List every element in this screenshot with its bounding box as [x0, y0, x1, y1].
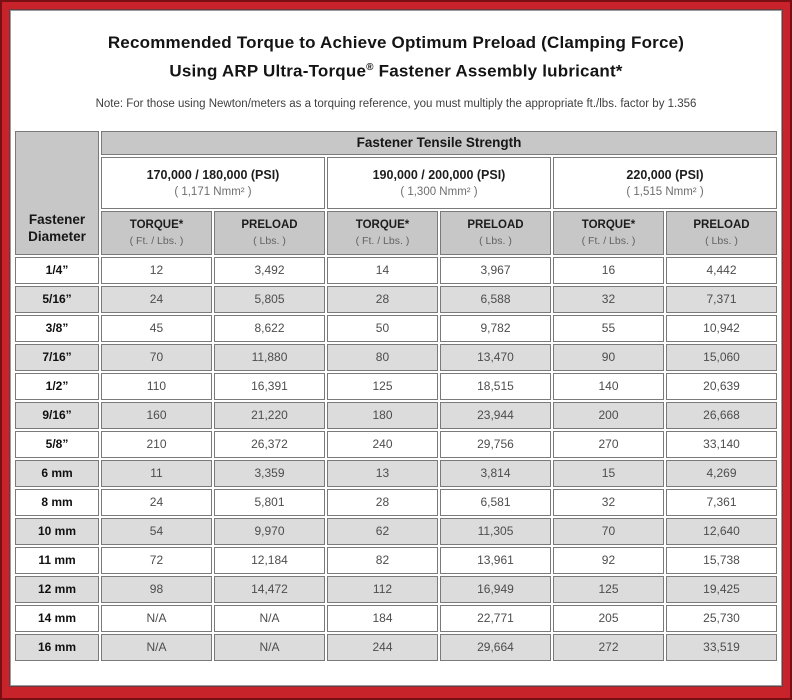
- torque-preload-table: [13, 129, 779, 663]
- torque-unit: ( Ft. / Lbs. ): [129, 234, 184, 247]
- cell-preload: 26,668: [666, 402, 777, 429]
- cell-torque: 125: [327, 373, 438, 400]
- preload-unit: ( Lbs. ): [705, 234, 738, 247]
- subheader-preload-3: [666, 211, 777, 255]
- cell-torque: 205: [553, 605, 664, 632]
- psi-value: 220,000 (PSI): [626, 167, 704, 182]
- nmm-value: ( 1,171 Nmm² ): [174, 185, 252, 198]
- cell-preload: 20,639: [666, 373, 777, 400]
- torque-unit: ( Ft. / Lbs. ): [355, 234, 410, 247]
- torque-label: TORQUE*: [581, 218, 636, 231]
- preload-unit: ( Lbs. ): [253, 234, 286, 247]
- cell-torque: 13: [327, 460, 438, 487]
- torque-label: TORQUE*: [355, 218, 410, 231]
- row-header-diameter: 16 mm: [15, 634, 99, 661]
- cell-preload: 9,970: [214, 518, 325, 545]
- title-line-2: Using ARP Ultra-Torque: [169, 61, 367, 81]
- psi-header-row: [15, 157, 777, 209]
- row-header-diameter: 5/8”: [15, 431, 99, 458]
- cell-preload: 11,880: [214, 344, 325, 371]
- cell-preload: N/A: [214, 634, 325, 661]
- registered-trademark-symbol: ®: [366, 62, 374, 73]
- psi-value: 170,000 / 180,000 (PSI): [146, 167, 280, 182]
- row-header-diameter: 1/4”: [15, 257, 99, 284]
- table-row: [15, 576, 777, 603]
- cell-preload: 3,359: [214, 460, 325, 487]
- row-header-diameter: 8 mm: [15, 489, 99, 516]
- table-row: [15, 257, 777, 284]
- title-line-2-end: Fastener Assembly lubricant*: [373, 61, 623, 81]
- corner-header-fastener-diameter: Fastener Diameter: [15, 131, 99, 255]
- cell-torque: 70: [553, 518, 664, 545]
- document-content: [10, 10, 782, 686]
- cell-torque: 240: [327, 431, 438, 458]
- cell-torque: 125: [553, 576, 664, 603]
- cell-torque: 200: [553, 402, 664, 429]
- table-row: [15, 634, 777, 661]
- cell-preload: 29,664: [440, 634, 551, 661]
- cell-torque: 55: [553, 315, 664, 342]
- table-row: [15, 489, 777, 516]
- preload-label: PRELOAD: [467, 218, 524, 231]
- cell-torque: 45: [101, 315, 212, 342]
- cell-preload: 12,184: [214, 547, 325, 574]
- table-row: [15, 344, 777, 371]
- cell-torque: 32: [553, 489, 664, 516]
- row-header-diameter: 10 mm: [15, 518, 99, 545]
- cell-torque: 50: [327, 315, 438, 342]
- cell-torque: 90: [553, 344, 664, 371]
- preload-label: PRELOAD: [693, 218, 750, 231]
- cell-torque: 15: [553, 460, 664, 487]
- row-header-diameter: 3/8”: [15, 315, 99, 342]
- cell-preload: 16,391: [214, 373, 325, 400]
- cell-preload: 5,801: [214, 489, 325, 516]
- table-row: [15, 605, 777, 632]
- psi-header-220: [553, 157, 777, 209]
- cell-torque: 28: [327, 286, 438, 313]
- cell-preload: 11,305: [440, 518, 551, 545]
- title-line-1: Recommended Torque to Achieve Optimum Preload (Clamping Force): [107, 33, 685, 52]
- conversion-note: Note: For those using Newton/meters as a torquing reference, you must multiply the appropriate ft./lbs. factor by 1.356: [95, 97, 697, 110]
- table-row: [15, 315, 777, 342]
- cell-preload: 33,140: [666, 431, 777, 458]
- cell-preload: 6,581: [440, 489, 551, 516]
- row-header-diameter: 7/16”: [15, 344, 99, 371]
- cell-torque: N/A: [101, 605, 212, 632]
- cell-preload: 22,771: [440, 605, 551, 632]
- cell-torque: 160: [101, 402, 212, 429]
- row-header-diameter: 14 mm: [15, 605, 99, 632]
- cell-preload: 7,361: [666, 489, 777, 516]
- cell-preload: 29,756: [440, 431, 551, 458]
- cell-preload: 5,805: [214, 286, 325, 313]
- table-row: [15, 518, 777, 545]
- cell-torque: 54: [101, 518, 212, 545]
- cell-torque: 82: [327, 547, 438, 574]
- cell-preload: 4,269: [666, 460, 777, 487]
- cell-torque: 92: [553, 547, 664, 574]
- cell-preload: 21,220: [214, 402, 325, 429]
- column-subheader-row: [15, 211, 777, 255]
- table-row: [15, 547, 777, 574]
- page-title: [21, 30, 771, 84]
- cell-preload: 10,942: [666, 315, 777, 342]
- cell-torque: 98: [101, 576, 212, 603]
- cell-torque: 11: [101, 460, 212, 487]
- cell-torque: 72: [101, 547, 212, 574]
- cell-preload: 13,961: [440, 547, 551, 574]
- cell-torque: 180: [327, 402, 438, 429]
- cell-torque: 32: [553, 286, 664, 313]
- row-header-diameter: 1/2”: [15, 373, 99, 400]
- row-header-diameter: 6 mm: [15, 460, 99, 487]
- subheader-torque-3: [553, 211, 664, 255]
- subheader-torque-2: [327, 211, 438, 255]
- cell-preload: 15,738: [666, 547, 777, 574]
- cell-preload: 33,519: [666, 634, 777, 661]
- cell-torque: 62: [327, 518, 438, 545]
- psi-value: 190,000 / 200,000 (PSI): [372, 167, 506, 182]
- row-header-diameter: 12 mm: [15, 576, 99, 603]
- cell-torque: 28: [327, 489, 438, 516]
- cell-preload: 4,442: [666, 257, 777, 284]
- group-header-row: [15, 131, 777, 155]
- cell-preload: 14,472: [214, 576, 325, 603]
- red-border-frame: [2, 2, 790, 698]
- table-row: [15, 460, 777, 487]
- cell-torque: 140: [553, 373, 664, 400]
- cell-preload: 7,371: [666, 286, 777, 313]
- cell-preload: 26,372: [214, 431, 325, 458]
- cell-preload: 13,470: [440, 344, 551, 371]
- cell-torque: 184: [327, 605, 438, 632]
- table-row: [15, 286, 777, 313]
- cell-preload: 18,515: [440, 373, 551, 400]
- cell-torque: 24: [101, 286, 212, 313]
- row-header-diameter: 9/16”: [15, 402, 99, 429]
- subheader-preload-2: [440, 211, 551, 255]
- subheader-torque-1: [101, 211, 212, 255]
- cell-torque: 24: [101, 489, 212, 516]
- cell-torque: 270: [553, 431, 664, 458]
- preload-label: PRELOAD: [241, 218, 298, 231]
- cell-preload: 9,782: [440, 315, 551, 342]
- cell-preload: 3,967: [440, 257, 551, 284]
- cell-torque: 14: [327, 257, 438, 284]
- cell-preload: 15,060: [666, 344, 777, 371]
- table-body: [15, 257, 777, 661]
- cell-torque: 110: [101, 373, 212, 400]
- subheader-preload-1: [214, 211, 325, 255]
- row-header-diameter: 5/16”: [15, 286, 99, 313]
- group-header-tensile-strength: Fastener Tensile Strength: [101, 131, 777, 155]
- cell-preload: 25,730: [666, 605, 777, 632]
- table-row: [15, 373, 777, 400]
- table-row: [15, 431, 777, 458]
- cell-preload: 12,640: [666, 518, 777, 545]
- cell-torque: 80: [327, 344, 438, 371]
- cell-torque: 112: [327, 576, 438, 603]
- cell-torque: 210: [101, 431, 212, 458]
- preload-unit: ( Lbs. ): [479, 234, 512, 247]
- psi-header-190-200: [327, 157, 551, 209]
- cell-preload: N/A: [214, 605, 325, 632]
- cell-preload: 19,425: [666, 576, 777, 603]
- cell-torque: 12: [101, 257, 212, 284]
- cell-torque: N/A: [101, 634, 212, 661]
- cell-torque: 16: [553, 257, 664, 284]
- nmm-value: ( 1,515 Nmm² ): [626, 185, 704, 198]
- cell-preload: 8,622: [214, 315, 325, 342]
- cell-preload: 23,944: [440, 402, 551, 429]
- cell-torque: 244: [327, 634, 438, 661]
- cell-torque: 272: [553, 634, 664, 661]
- table-row: [15, 402, 777, 429]
- cell-torque: 70: [101, 344, 212, 371]
- nmm-value: ( 1,300 Nmm² ): [400, 185, 478, 198]
- cell-preload: 3,814: [440, 460, 551, 487]
- cell-preload: 16,949: [440, 576, 551, 603]
- torque-label: TORQUE*: [129, 218, 184, 231]
- row-header-diameter: 11 mm: [15, 547, 99, 574]
- cell-preload: 6,588: [440, 286, 551, 313]
- cell-preload: 3,492: [214, 257, 325, 284]
- torque-unit: ( Ft. / Lbs. ): [581, 234, 636, 247]
- psi-header-170-180: [101, 157, 325, 209]
